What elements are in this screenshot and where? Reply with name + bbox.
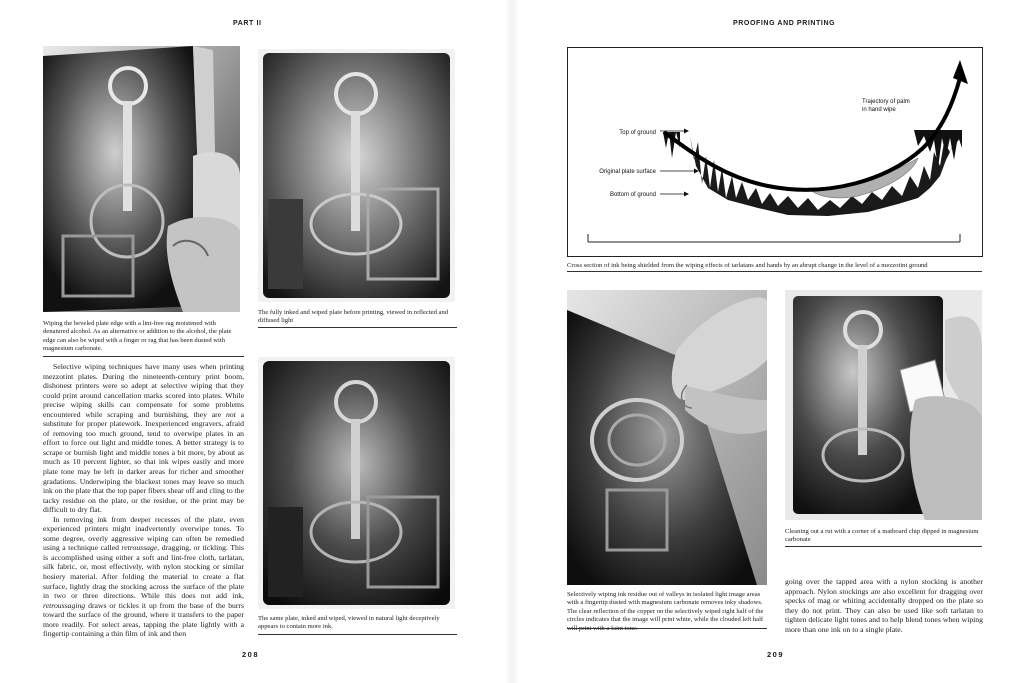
photo-wiping-plate-edge bbox=[43, 46, 240, 312]
label-top-ground: Top of ground bbox=[619, 130, 656, 136]
page-number-right: 209 bbox=[767, 650, 785, 659]
body-text-left bbox=[43, 362, 244, 639]
caption-rule bbox=[43, 356, 244, 357]
caption-rule bbox=[567, 628, 767, 629]
label-trajectory-line2: in hand wipe bbox=[862, 107, 896, 113]
caption-rule bbox=[258, 634, 457, 635]
running-head-left: PART II bbox=[233, 20, 262, 27]
label-original-surface: Original plate surface bbox=[599, 169, 656, 175]
running-head-right: PROOFING AND PRINTING bbox=[733, 20, 836, 27]
caption-cleaning-rut: Cleaning out a rut with a corner of a matboard chip dipped in magnesium carbonate bbox=[785, 528, 979, 544]
paragraph-continued: going over the tapped area with a nylon stocking is another approach. Nylon stockings are also excellent for dragging over specks of mag or whiting accidentally dropped on the plate so they do not print. They can also be used like soft tarlatan to tighten delicate light tones and to help blend tones when wiping more than one ink on to a single plate. bbox=[785, 577, 983, 634]
cross-section-figure bbox=[568, 48, 982, 256]
caption-rule bbox=[258, 327, 457, 328]
photo-cleaning-rut bbox=[785, 290, 982, 520]
caption-wiping-edge: Wiping the beveled plate edge with a lint-free rag moistened with denatured alcohol. As an alternative or addition to the alcohol, the plate edge can also be wiped with a finger or rag that has been dusted with magnesium carbonate. bbox=[43, 320, 232, 353]
paragraph-selective-wiping: Selective wiping techniques have many uses when printing mezzotint plates. During the nineteenth-century print boom, dishonest printers were so adept at selective wiping that they could print around cancellation marks scored into plates. While precise wiping skills can compensate for some problems encountered while scraping and burnishing, they are not a substitute for proper platework. Inexperienced engravers, afraid of removing too much ground, tend to overwipe plates in an effort to force out light and middle tones. A better strategy is to scrape or burnish light and middle tones a bit more, by about as much as 10 percent lighter, so that ink wipes easily and more plate tone may be left in darker areas for richer and smoother gradations. Underwiping the blackest tones may leave so much ink on the plate that the top paper fibers shear off and cling to the tacky residue on the plate, or the residue, or the print may be difficult to dry flat. bbox=[43, 362, 244, 515]
caption-rule bbox=[567, 271, 982, 272]
caption-selective-wiping: Selectively wiping ink residue out of valleys in isolated light image areas with a fingertip dusted with magnesium carbonate removes inky shadows. The clear reflection of the copper on the selectively wiped right half of the circles indicates that the image will print white, while the clouded left half will print with a faint tone. bbox=[567, 591, 764, 632]
caption-natural-light: The same plate, inked and wiped, viewed in natural light deceptively appears to contain more ink. bbox=[258, 615, 440, 631]
page-number-left: 208 bbox=[242, 650, 260, 659]
cross-section-diagram bbox=[567, 47, 983, 257]
label-trajectory-line1: Trajectory of palm bbox=[862, 99, 910, 105]
photo-inked-wiped-plate bbox=[258, 49, 455, 302]
photo-selective-wiping bbox=[567, 290, 767, 585]
photo-natural-light-plate bbox=[258, 357, 455, 609]
caption-inked-wiped: The fully inked and wiped plate before printing, viewed in reflected and diffused light bbox=[258, 309, 449, 325]
label-bottom-ground: Bottom of ground bbox=[609, 192, 656, 198]
trajectory-arrowhead bbox=[953, 60, 968, 84]
caption-rule bbox=[785, 546, 982, 547]
body-text-right bbox=[785, 577, 983, 634]
caption-cross-section: Cross section of ink being shielded from the wiping effects of tarlatans and hands by an abrupt change in the level of a mezzotint ground bbox=[567, 262, 928, 269]
paragraph-retroussage: In removing ink from deeper recesses of the plate, even experienced printers might inadvertently overwipe tones. To some degree, overly aggressive wiping can often be remedied using a technique called retroussage, dragging, or tickling. This is accomplished using either a soft and lint-free cloth, tarlatan, silk fabric, or, most effectively, with nylon stocking or similar hosiery material. After folding the material to create a flat surface, lightly drag the stocking across the surface of the plate in two or three directions. While this does not add ink, retroussaging draws or tickles it up from the base of the burrs toward the surface of the ground, where it transfers to the paper more readily. For select areas, tapping the plate lightly with a fingertip containing a thin film of ink and then bbox=[43, 514, 244, 639]
book-gutter bbox=[505, 0, 519, 683]
